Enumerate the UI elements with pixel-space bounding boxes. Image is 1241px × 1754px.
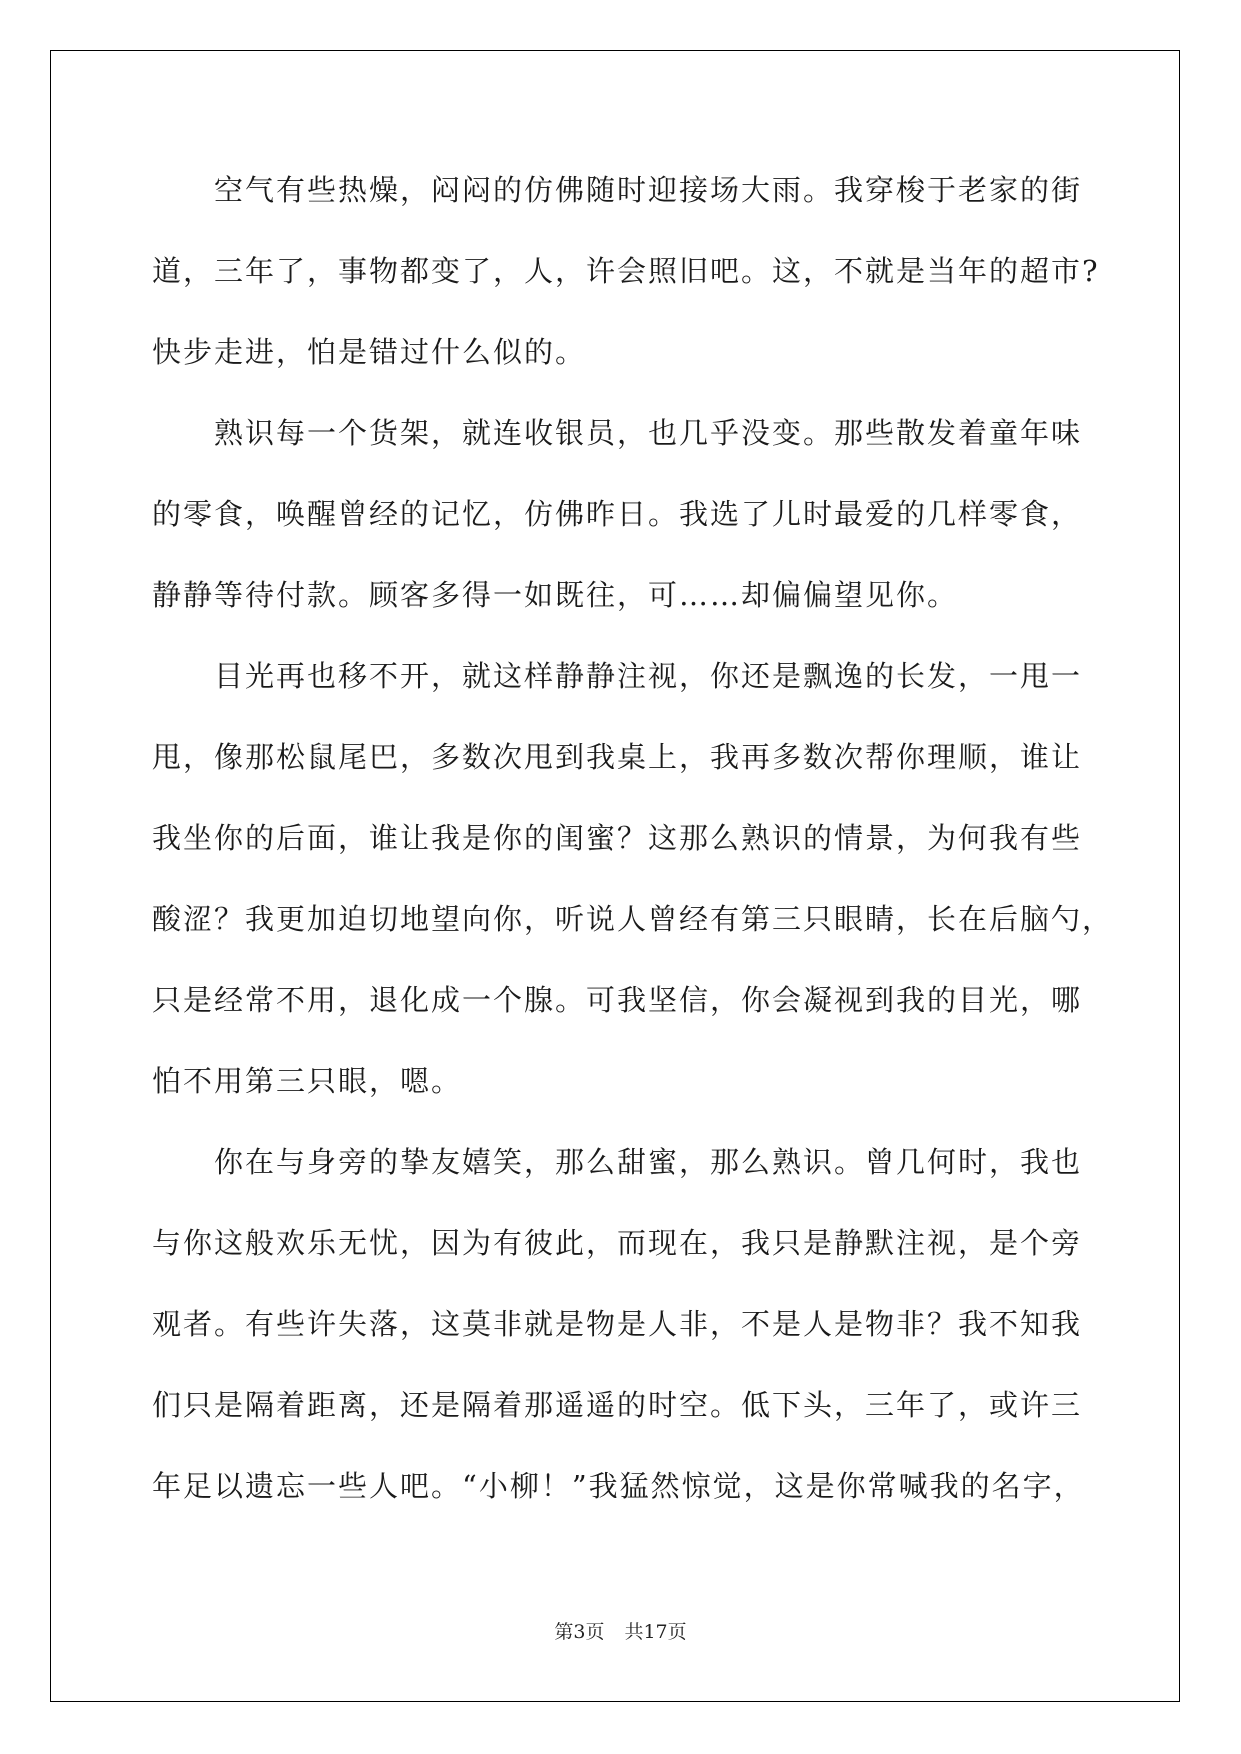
text-line: 的零食，唤醒曾经的记忆，仿佛昨日。我选了儿时最爱的几样零食， xyxy=(152,497,1083,531)
text-line: 观者。有些许失落，这莫非就是物是人非，不是人是物非？我不知我 xyxy=(152,1307,1083,1341)
text-line: 只是经常不用，退化成一个腺。可我坚信，你会凝视到我的目光，哪 xyxy=(152,983,1083,1017)
text-line: 快步走进，怕是错过什么似的。 xyxy=(152,335,587,369)
document-body xyxy=(152,160,1114,1537)
text-line: 们只是隔着距离，还是隔着那遥遥的时空。低下头，三年了，或许三 xyxy=(152,1388,1083,1422)
page-total: 共17页 xyxy=(624,1621,687,1643)
page-number: 第3页 xyxy=(554,1621,605,1643)
text-line: 熟识每一个货架，就连收银员，也几乎没变。那些散发着童年味 xyxy=(152,416,1083,450)
text-line: 怕不用第三只眼，嗯。 xyxy=(152,1064,463,1098)
text-line: 酸涩？我更加迫切地望向你，听说人曾经有第三只眼睛，长在后脑勺， xyxy=(152,902,1114,936)
text-line: 目光再也移不开，就这样静静注视，你还是飘逸的长发，一甩一 xyxy=(152,659,1083,693)
page-footer xyxy=(0,1617,1241,1644)
text-line: 你在与身旁的挚友嬉笑，那么甜蜜，那么熟识。曾几何时，我也 xyxy=(152,1145,1083,1179)
text-line: 年足以遗忘一些人吧。“小柳！”我猛然惊觉，这是你常喊我的名字， xyxy=(152,1469,1085,1503)
text-line: 甩，像那松鼠尾巴，多数次甩到我桌上，我再多数次帮你理顺，谁让 xyxy=(152,740,1083,774)
text-line: 与你这般欢乐无忧，因为有彼此，而现在，我只是静默注视，是个旁 xyxy=(152,1226,1083,1260)
text-line: 道，三年了，事物都变了，人，许会照旧吧。这，不就是当年的超市? xyxy=(152,254,1100,288)
text-line: 我坐你的后面，谁让我是你的闺蜜？这那么熟识的情景，为何我有些 xyxy=(152,821,1083,855)
text-line: 静静等待付款。顾客多得一如既往，可……却偏偏望见你。 xyxy=(152,578,959,612)
text-line: 空气有些热燥，闷闷的仿佛随时迎接场大雨。我穿梭于老家的街 xyxy=(152,173,1083,207)
